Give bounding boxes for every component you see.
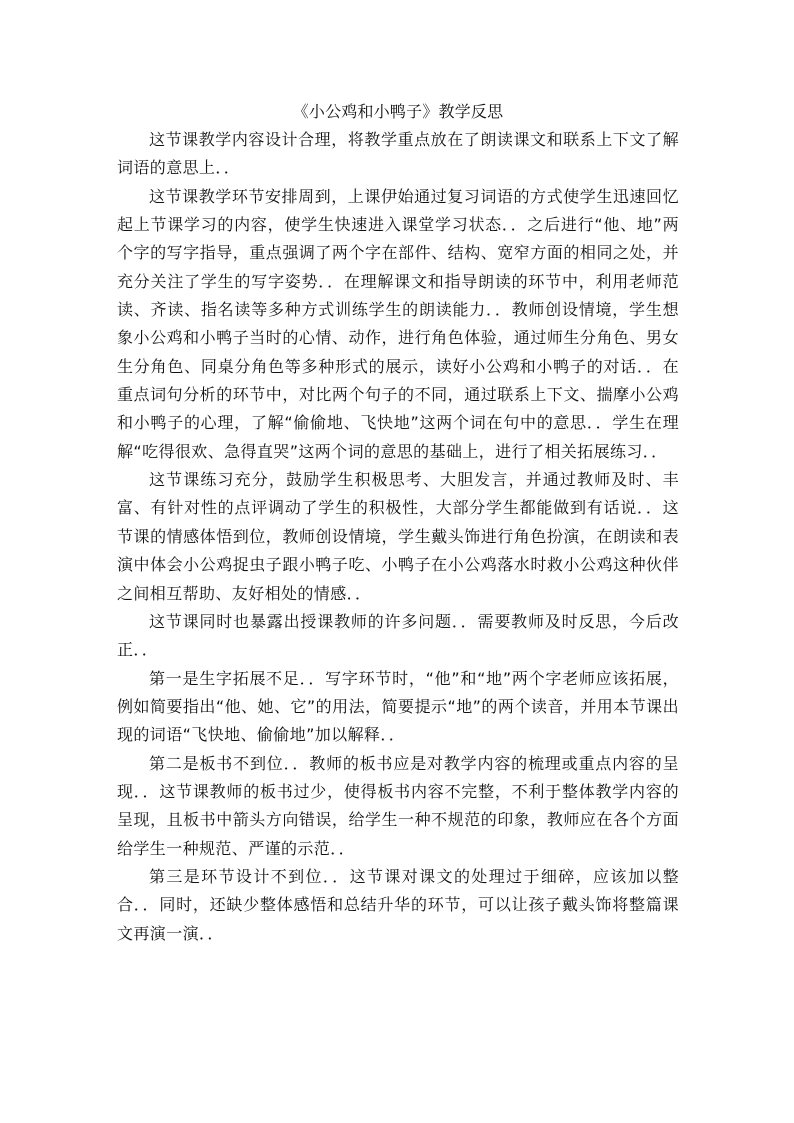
paragraph-problem-one: 第一是生字拓展不足．．写字环节时，“他”和“地”两个字老师应该拓展，例如简要指出“他、她、它”的用法，简要提示“地”的两个读音，并用本节课出现的词语“飞快地、偷偷地”加以解释．． (117, 668, 679, 745)
paragraph-problem-two: 第二是板书不到位．．教师的板书应是对教学内容的梳理或重点内容的呈现．．这节课教师的板书过少，使得板书内容不完整，不利于整体教学内容的呈现，且板书中箭头方向错误，给学生一种不规范的印象，教师应在各个方面给学生一种规范、严谨的示范．． (117, 753, 679, 858)
paragraph-practice: 这节课练习充分，鼓励学生积极思考、大胆发言，并通过教师及时、丰富、有针对性的点评调动了学生的积极性，大部分学生都能做到有话说．．这节课的情感体悟到位，教师创设情境，学生戴头饰进行角色扮演，在朗读和表演中体会小公鸡捉虫子跟小鸭子吃、小鸭子在小公鸡落水时救小公鸡这种伙伴之间相互帮助、友好相处的情感．． (117, 470, 679, 603)
paragraph-teaching-process: 这节课教学环节安排周到，上课伊始通过复习词语的方式使学生迅速回忆起上节课学习的内容，使学生快速进入课堂学习状态．．之后进行“他、地”两个字的写字指导，重点强调了两个字在部件、结构、宽窄方面的相同之处，并充分关注了学生的写字姿势．．在理解课文和指导朗读的环节中，利用老师范读、齐读、指名读等多种方式训练学生的朗读能力．．教师创设情境，学生想象小公鸡和小鸭子当时的心情、动作，进行角色体验，通过师生分角色、男女生分角色、同桌分角色等多种形式的展示，读好小公鸡和小鸭子的对话．．在重点词句分析的环节中，对比两个句子的不同，通过联系上下文、揣摩小公鸡和小鸭子的心理，了解“偷偷地、飞快地”这两个词在句中的意思．．学生在理解“吃得很欢、急得直哭”这两个词的意思的基础上，进行了相关拓展练习．． (117, 186, 679, 461)
paragraph-problems-intro: 这节课同时也暴露出授课教师的许多问题．．需要教师及时反思，今后改正．． (117, 611, 679, 660)
document-page (117, 98, 679, 948)
paragraph-problem-three: 第三是环节设计不到位．．这节课对课文的处理过于细碎，应该加以整合．．同时，还缺少整体感悟和总结升华的环节，可以让孩子戴头饰将整篇课文再演一演．． (117, 866, 679, 943)
document-title: 《小公鸡和小鸭子》教学反思 (292, 102, 504, 121)
paragraph-design: 这节课教学内容设计合理，将教学重点放在了朗读课文和联系上下文了解词语的意思上．． (117, 130, 679, 178)
